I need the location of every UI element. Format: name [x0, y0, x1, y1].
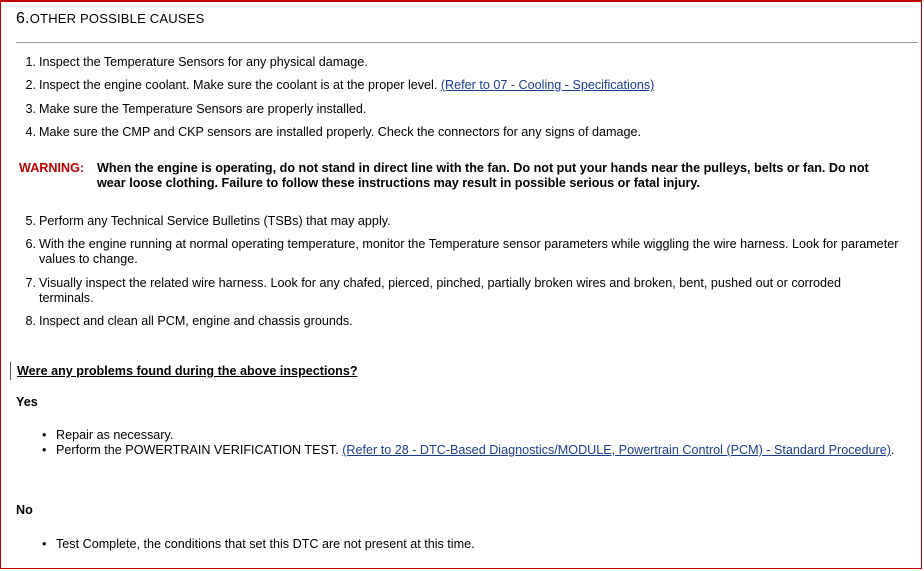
warning-text: When the engine is operating, do not stand in direct line with the fan. Do not put your hands near the pulleys, belts or fan. Do not wear loose clothing. Failure to follow these instructions may result in possible serious or fatal injury.: [97, 161, 869, 190]
warning-label: WARNING:: [19, 161, 85, 175]
bullet-icon: •: [42, 443, 47, 457]
bullet-icon: •: [42, 537, 47, 551]
no-heading: No: [16, 503, 33, 517]
inspection-question: Were any problems found during the above inspections?: [10, 362, 358, 380]
step-header: [16, 10, 204, 28]
bullet-icon: •: [42, 428, 47, 442]
header-divider: [16, 42, 918, 43]
yes-heading: Yes: [16, 395, 38, 409]
powertrain-verification-procedure-link[interactable]: (Refer to 28 - DTC-Based Diagnostics/MODULE, Powertrain Control (PCM) - Standard Procedure): [342, 443, 891, 457]
step-title: OTHER POSSIBLE CAUSES: [29, 11, 205, 26]
cooling-specifications-link[interactable]: (Refer to 07 - Cooling - Specifications): [440, 78, 655, 92]
step-number: 6.: [16, 10, 30, 27]
